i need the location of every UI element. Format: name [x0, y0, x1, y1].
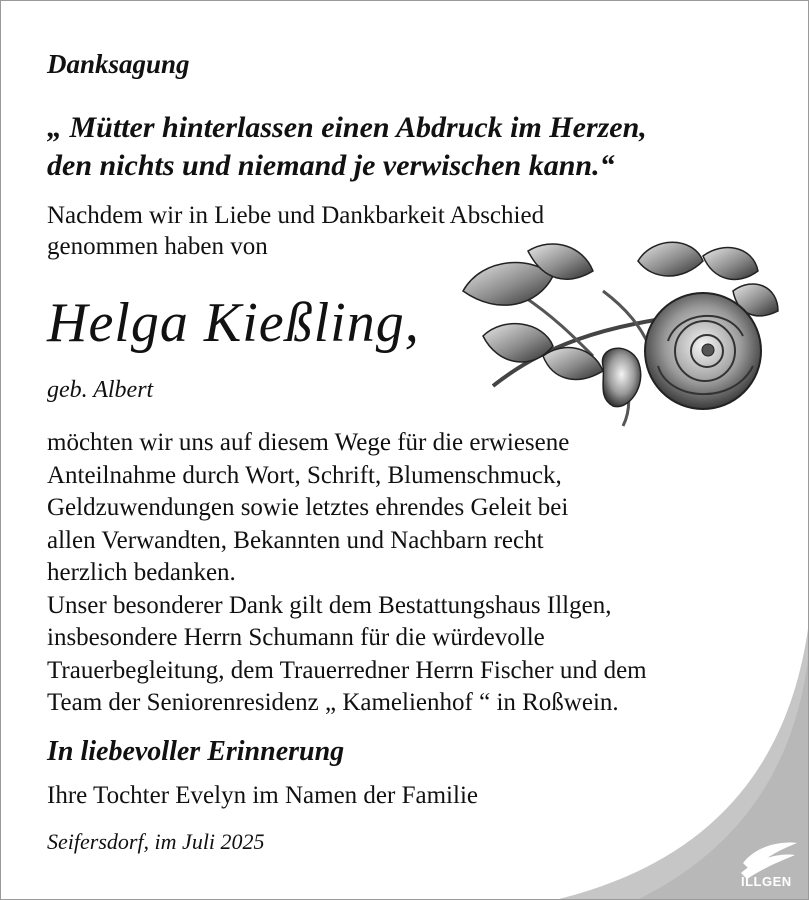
- body-line: Trauerbegleitung, dem Trauerredner Herrn Fischer und dem: [47, 656, 647, 684]
- quote-line-2: den nichts und niemand je verwischen kann.“: [47, 149, 615, 182]
- deceased-name: Helga Kießling,: [47, 292, 420, 354]
- quote-line-1: „ Mütter hinterlassen einen Abdruck im Herzen,: [47, 111, 647, 144]
- body-line: Geldzuwendungen sowie letztes ehrendes Geleit bei: [47, 494, 569, 521]
- place-date: Seifersdorf, im Juli 2025: [47, 829, 265, 854]
- intro-line-1: Nachdem wir in Liebe und Dankbarkeit Abschied: [47, 202, 545, 229]
- thanks-body: [47, 427, 647, 720]
- quote: [47, 109, 647, 185]
- heading: Danksagung: [47, 49, 190, 79]
- maiden-name: geb. Albert: [47, 377, 154, 403]
- body-line: herzlich bedanken.: [47, 559, 236, 586]
- body-line: möchten wir uns auf diesem Wege für die erwiesene: [47, 429, 570, 456]
- closing-phrase: In liebevoller Erinnerung: [47, 736, 345, 767]
- body-line: insbesondere Herrn Schumann für die würdevolle: [47, 624, 545, 651]
- logo-text: ILLGEN: [741, 874, 792, 889]
- body-line: Anteilnahme durch Wort, Schrift, Blumenschmuck,: [47, 461, 562, 489]
- body-line: Unser besonderer Dank gilt dem Bestattungshaus Illgen,: [47, 591, 612, 619]
- body-line: allen Verwandten, Bekannten und Nachbarn recht: [47, 526, 544, 554]
- body-line: Team der Seniorenresidenz „ Kamelienhof “ in Roßwein.: [47, 689, 619, 716]
- family-signature: Ihre Tochter Evelyn im Namen der Familie: [47, 782, 478, 809]
- intro-line-2: genommen haben von: [47, 233, 268, 260]
- rose-illustration-icon: [453, 236, 783, 436]
